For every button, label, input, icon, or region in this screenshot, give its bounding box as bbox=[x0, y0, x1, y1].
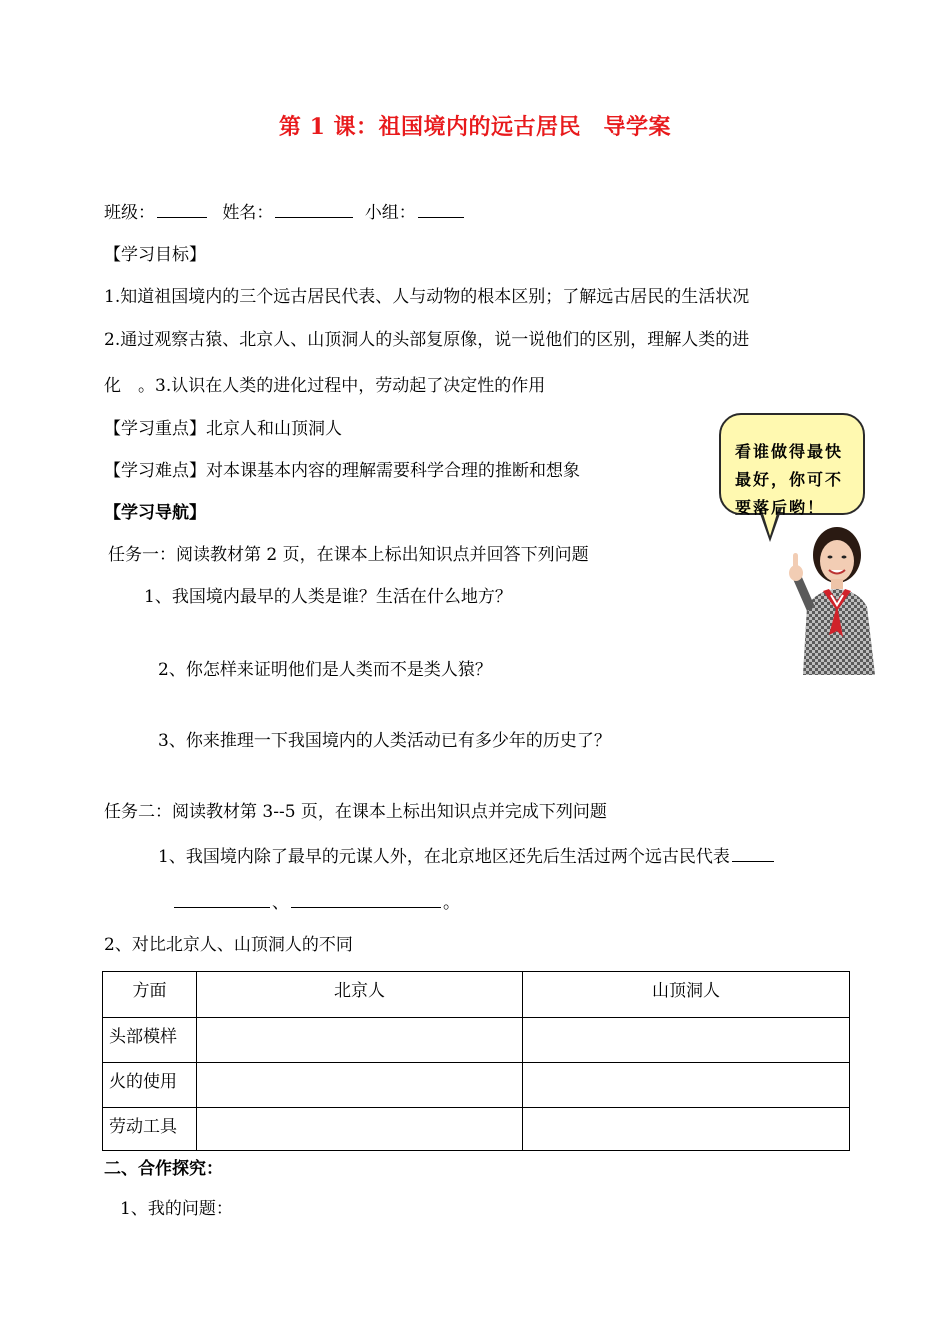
navigation-heading: 【学习导航】 bbox=[104, 503, 206, 523]
task2-question-1 bbox=[158, 845, 776, 868]
task1-question-1: 1、我国境内最早的人类是谁？生活在什么地方？ bbox=[144, 587, 512, 607]
objective-item-1: 1.知道祖国境内的三个远古居民代表、人与动物的根本区别；了解远古居民的生活状况 bbox=[104, 287, 750, 307]
row-label-fire-use: 火的使用 bbox=[103, 1063, 197, 1108]
key-point: 【学习重点】北京人和山顶洞人 bbox=[104, 419, 342, 439]
answer-end: 。 bbox=[443, 893, 460, 913]
objectives-heading: 【学习目标】 bbox=[104, 245, 206, 265]
answer-cell[interactable] bbox=[197, 1108, 523, 1151]
table-header-upper-cave-man: 山顶洞人 bbox=[523, 972, 850, 1018]
answer-blank-a[interactable] bbox=[732, 845, 774, 862]
task2-question-2: 2、对比北京人、山顶洞人的不同 bbox=[104, 935, 353, 955]
name-label: 姓名： bbox=[222, 203, 274, 223]
name-blank[interactable] bbox=[275, 201, 353, 218]
class-label: 班级： bbox=[104, 203, 155, 223]
answer-blank-b[interactable] bbox=[174, 891, 270, 908]
answer-cell[interactable] bbox=[197, 1063, 523, 1108]
speech-bubble-text: 看谁做得最快最好，你可不要落后哟！ bbox=[735, 442, 844, 517]
section2-question-1: 1、我的问题： bbox=[120, 1199, 233, 1219]
answer-separator: 、 bbox=[272, 893, 289, 913]
task2-question-1-answers bbox=[172, 891, 460, 914]
answer-cell[interactable] bbox=[523, 1063, 850, 1108]
table-row bbox=[103, 1063, 850, 1108]
answer-cell[interactable] bbox=[523, 1018, 850, 1063]
class-blank[interactable] bbox=[157, 201, 207, 218]
objective-item-2-line1: 2.通过观察古猿、北京人、山顶洞人的头部复原像，说一说他们的区别，理解人类的进 bbox=[104, 330, 750, 350]
task2-question-1-text: 1、我国境内除了最早的元谋人外，在北京地区还先后生活过两个远古民代表 bbox=[158, 847, 730, 867]
table-header-peking-man: 北京人 bbox=[197, 972, 523, 1018]
table-header-aspect: 方面 bbox=[103, 972, 197, 1018]
task2-intro: 任务二：阅读教材第 3--5 页，在课本上标出知识点并完成下列问题 bbox=[104, 802, 607, 822]
table-header-row bbox=[103, 972, 850, 1018]
task1-question-2: 2、你怎样来证明他们是人类而不是类人猿？ bbox=[158, 660, 492, 680]
section2-heading: 二、合作探究： bbox=[104, 1159, 223, 1179]
answer-cell[interactable] bbox=[523, 1108, 850, 1151]
teacher-illustration bbox=[785, 515, 880, 675]
group-blank[interactable] bbox=[418, 201, 464, 218]
answer-blank-c[interactable] bbox=[291, 891, 441, 908]
group-label: 小组： bbox=[364, 203, 416, 223]
student-info-line bbox=[104, 201, 466, 224]
task1-question-3: 3、你来推理一下我国境内的人类活动已有多少年的历史了？ bbox=[158, 731, 611, 751]
row-label-head-shape: 头部模样 bbox=[103, 1018, 197, 1063]
difficulty: 【学习难点】对本课基本内容的理解需要科学合理的推断和想象 bbox=[104, 461, 580, 481]
row-label-labor-tools: 劳动工具 bbox=[103, 1108, 197, 1151]
task1-intro: 任务一：阅读教材第 2 页，在课本上标出知识点并回答下列问题 bbox=[108, 545, 589, 565]
answer-cell[interactable] bbox=[197, 1018, 523, 1063]
objective-item-2-line2: 化 。3.认识在人类的进化过程中，劳动起了决定性的作用 bbox=[104, 376, 546, 396]
comparison-table bbox=[102, 971, 850, 1151]
table-row bbox=[103, 1108, 850, 1151]
page-title: 第 1 课：祖国境内的远古居民 导学案 bbox=[278, 114, 672, 140]
table-row bbox=[103, 1018, 850, 1063]
